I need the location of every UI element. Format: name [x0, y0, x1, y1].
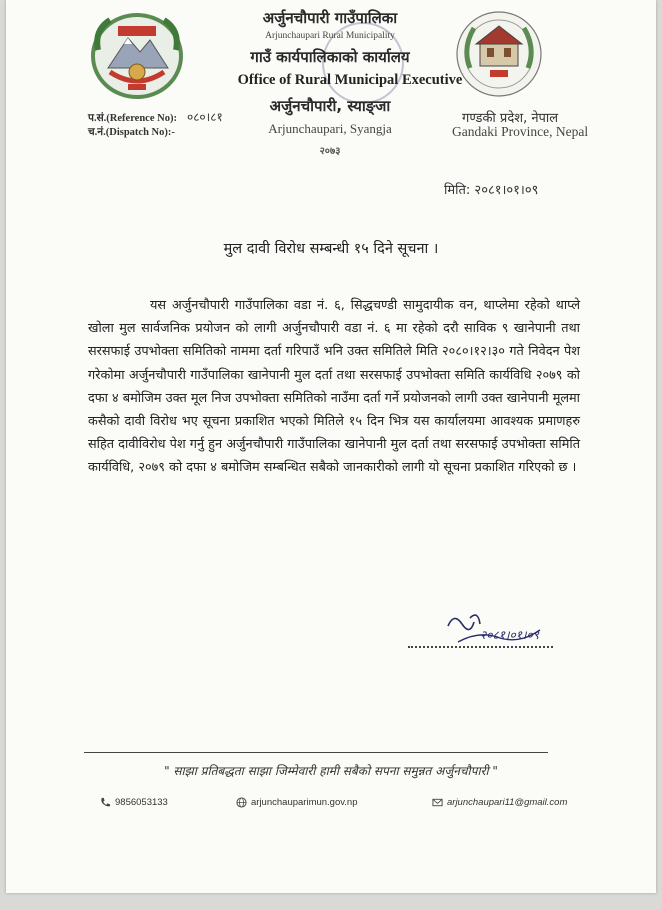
footer-website	[236, 797, 358, 808]
municipality-title-np: अर्जुनचौपारी गाउँपालिका	[262, 9, 398, 27]
phone-number: 9856053133	[115, 797, 168, 808]
office-title-np: गाउँ कार्यपालिकाको कार्यालय	[250, 48, 410, 66]
footer-phone	[100, 797, 168, 808]
email-icon	[432, 797, 443, 808]
location-np: अर्जुनचौपारी, स्याङ्जा	[269, 97, 391, 115]
municipality-title-en: Arjunchaupari Rural Municipality	[265, 31, 395, 41]
website-link[interactable]: arjunchauparimun.gov.np	[251, 797, 358, 808]
province-en: Gandaki Province, Nepal	[452, 124, 589, 139]
dispatch-number: च.नं.(Dispatch No):-	[88, 127, 175, 138]
reference-label: प.सं.(Reference No):	[88, 113, 177, 124]
signature-line	[408, 646, 553, 648]
office-title-en: Office of Rural Municipal Executive	[237, 72, 463, 88]
reference-value: ०८०।८१	[186, 110, 223, 124]
notice-subject: मुल दावी विरोध सम्बन्धी १५ दिने सूचना ।	[223, 241, 439, 257]
footer-motto: " साझा प्रतिबद्धता साझा जिम्मेवारी हामी सबैको सपना समुन्नत अर्जुनचौपारी "	[164, 764, 498, 778]
location-en: Arjunchaupari, Syangja	[268, 121, 392, 136]
footer-email	[432, 797, 567, 808]
established-year: २०७३	[319, 146, 341, 157]
reference-number	[88, 108, 223, 125]
signature-date: २०८१।०१।०९	[480, 628, 540, 642]
notice-paragraph: यस अर्जुनचौपारी गाउँपालिका वडा नं. ६, सिद्धचण्डी सामुदायीक वन, थाप्लेमा रहेको थाप्ले खोला मुल सार्वजनिक प्रयोजन को लागी अर्जुनचौपारी वडा नं. ६ मा रहेको दरौ साविक ९ खानेपानी तथा सरसफाई उपभोक्ता समितिको नाममा दर्ता गरिपाउँ भनि उक्त समितिले मिति २०८०।१२।३० गते निवेदन पेश गरेकोमा अर्जुनचौपारी गाउँपालिका खानेपानी मुल दर्ता तथा सरसफाई उपभोक्ता समिति कार्यविधि २०७९ को दफा ४ बमोजिम उक्त मूल निज उपभोक्ता समितिको नाउँमा दर्ता गर्ने प्रयोजनको लागी उक्त खानेपानी मूलमा कसैको दावी विरोध भए सूचना प्रकाशित भएको मितिले १५ दिन भित्र यस कार्यालयमा आवश्यक प्रमाणहरु सहित दावीविरोध पेश गर्नु हुन अर्जुनचौपारी गाउँपालिका खानेपानी मुल दर्ता तथा सरसफाई उपभोक्ता समिति कार्यविधि, २०७९ को दफा ४ बमोजिम सम्बन्धित सबैको जानकारीको लागी यो सूचना प्रकाशित गरिएको छ ।	[88, 298, 580, 476]
globe-icon	[236, 797, 247, 808]
letter-date: मिति: २०८१।०१।०९	[444, 183, 539, 198]
notice-body	[88, 294, 580, 480]
phone-icon	[100, 797, 111, 808]
province-np: गण्डकी प्रदेश, नेपाल	[462, 111, 559, 126]
email-link[interactable]: arjunchaupari11@gmail.com	[447, 797, 568, 808]
footer-divider	[84, 752, 548, 753]
